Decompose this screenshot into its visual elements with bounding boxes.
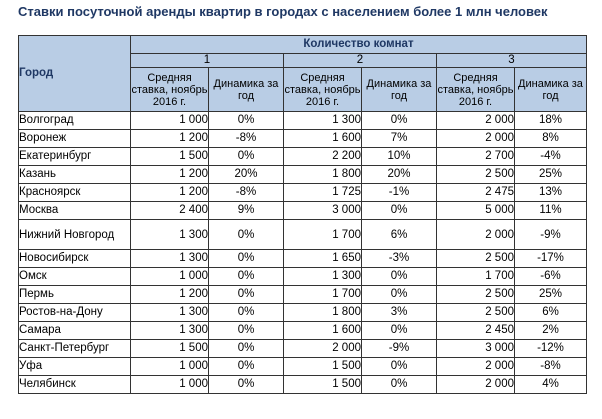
column-header-rate: Средняя ставка, ноябрь 2016 г.: [131, 68, 209, 112]
table-row: [19, 202, 587, 220]
table-row: [19, 376, 587, 394]
column-header-rooms: Количество комнат: [131, 36, 587, 54]
rate-cell: 1 000: [131, 268, 209, 286]
dynamics-cell: 0%: [362, 268, 437, 286]
dynamics-cell: 20%: [362, 166, 437, 184]
rate-cell: 2 000: [437, 376, 515, 394]
dynamics-cell: 0%: [209, 148, 284, 166]
table-row: [19, 220, 587, 250]
dynamics-cell: 0%: [209, 268, 284, 286]
rate-cell: 1 700: [437, 268, 515, 286]
rate-cell: 2 500: [437, 250, 515, 268]
rate-cell: 1 600: [284, 322, 362, 340]
rate-cell: 2 500: [437, 286, 515, 304]
rate-cell: 1 300: [131, 220, 209, 250]
rate-cell: 1 500: [131, 340, 209, 358]
dynamics-cell: 4%: [515, 376, 587, 394]
room-group-2: 2: [284, 54, 437, 68]
dynamics-cell: 2%: [515, 322, 587, 340]
table-row: [19, 340, 587, 358]
column-header-dynamics: Динамика за год: [362, 68, 437, 112]
dynamics-cell: 9%: [209, 202, 284, 220]
rate-cell: 1 800: [284, 166, 362, 184]
dynamics-cell: -8%: [209, 130, 284, 148]
table-row: [19, 130, 587, 148]
dynamics-cell: -4%: [515, 148, 587, 166]
dynamics-cell: -8%: [209, 184, 284, 202]
rate-cell: 2 450: [437, 322, 515, 340]
rate-cell: 1 000: [131, 112, 209, 130]
dynamics-cell: 0%: [209, 304, 284, 322]
rate-cell: 2 000: [284, 340, 362, 358]
city-cell: Екатеринбург: [19, 148, 131, 166]
dynamics-cell: 0%: [362, 376, 437, 394]
dynamics-cell: -6%: [515, 268, 587, 286]
table-body: [19, 112, 587, 394]
dynamics-cell: 20%: [209, 166, 284, 184]
dynamics-cell: 0%: [362, 112, 437, 130]
rate-cell: 5 000: [437, 202, 515, 220]
table-row: [19, 304, 587, 322]
dynamics-cell: 0%: [209, 286, 284, 304]
rate-cell: 1 300: [131, 304, 209, 322]
dynamics-cell: 0%: [209, 340, 284, 358]
column-header-dynamics: Динамика за год: [515, 68, 587, 112]
table-row: [19, 286, 587, 304]
rate-cell: 1 500: [284, 376, 362, 394]
page-title: Ставки посуточной аренды квартир в городах с населением более 1 млн человек: [18, 4, 548, 19]
table-row: [19, 112, 587, 130]
rate-cell: 2 000: [437, 112, 515, 130]
rate-cell: 1 500: [131, 148, 209, 166]
rate-cell: 2 000: [437, 130, 515, 148]
dynamics-cell: 0%: [362, 322, 437, 340]
dynamics-cell: 3%: [362, 304, 437, 322]
table-row: [19, 184, 587, 202]
rate-cell: 2 200: [284, 148, 362, 166]
city-cell: Челябинск: [19, 376, 131, 394]
dynamics-cell: 0%: [362, 202, 437, 220]
dynamics-cell: 0%: [209, 358, 284, 376]
table-row: [19, 268, 587, 286]
rate-cell: 1 600: [284, 130, 362, 148]
city-cell: Ростов-на-Дону: [19, 304, 131, 322]
dynamics-cell: -3%: [362, 250, 437, 268]
dynamics-cell: 0%: [209, 322, 284, 340]
column-header-dynamics: Динамика за год: [209, 68, 284, 112]
dynamics-cell: 6%: [515, 304, 587, 322]
rate-cell: 2 400: [131, 202, 209, 220]
city-cell: Красноярск: [19, 184, 131, 202]
rate-cell: 1 300: [131, 322, 209, 340]
rate-cell: 1 800: [284, 304, 362, 322]
table-row: [19, 358, 587, 376]
dynamics-cell: -9%: [515, 220, 587, 250]
column-header-city: Город: [19, 36, 131, 112]
dynamics-cell: 6%: [362, 220, 437, 250]
room-group-3: 3: [437, 54, 587, 68]
dynamics-cell: 18%: [515, 112, 587, 130]
dynamics-cell: 8%: [515, 130, 587, 148]
dynamics-cell: 0%: [209, 250, 284, 268]
rate-cell: 1 200: [131, 130, 209, 148]
city-cell: Санкт-Петербург: [19, 340, 131, 358]
rate-cell: 2 700: [437, 148, 515, 166]
city-cell: Уфа: [19, 358, 131, 376]
table-row: [19, 166, 587, 184]
table-row: [19, 250, 587, 268]
city-cell: Новосибирск: [19, 250, 131, 268]
rate-cell: 2 500: [437, 304, 515, 322]
dynamics-cell: -8%: [515, 358, 587, 376]
rate-cell: 2 475: [437, 184, 515, 202]
column-header-rate: Средняя ставка, ноябрь 2016 г.: [284, 68, 362, 112]
dynamics-cell: 25%: [515, 286, 587, 304]
city-cell: Пермь: [19, 286, 131, 304]
city-cell: Самара: [19, 322, 131, 340]
rate-cell: 1 000: [131, 358, 209, 376]
dynamics-cell: 0%: [362, 358, 437, 376]
city-cell: Нижний Новгород: [19, 220, 131, 250]
rate-cell: 2 500: [437, 166, 515, 184]
rate-cell: 2 000: [437, 220, 515, 250]
dynamics-cell: 0%: [209, 220, 284, 250]
rate-cell: 1 300: [131, 250, 209, 268]
city-cell: Казань: [19, 166, 131, 184]
dynamics-cell: 25%: [515, 166, 587, 184]
rate-cell: 1 700: [284, 220, 362, 250]
dynamics-cell: -12%: [515, 340, 587, 358]
rate-cell: 3 000: [284, 202, 362, 220]
dynamics-cell: 0%: [209, 376, 284, 394]
dynamics-cell: 0%: [209, 112, 284, 130]
rate-cell: 1 300: [284, 268, 362, 286]
dynamics-cell: 10%: [362, 148, 437, 166]
rate-cell: 1 650: [284, 250, 362, 268]
rate-cell: 1 200: [131, 166, 209, 184]
dynamics-cell: 0%: [362, 286, 437, 304]
dynamics-cell: -9%: [362, 340, 437, 358]
rate-cell: 1 200: [131, 184, 209, 202]
dynamics-cell: 13%: [515, 184, 587, 202]
rate-cell: 1 000: [131, 376, 209, 394]
rate-cell: 1 200: [131, 286, 209, 304]
dynamics-cell: 11%: [515, 202, 587, 220]
rate-cell: 1 300: [284, 112, 362, 130]
rent-table: [18, 35, 587, 394]
rate-cell: 1 725: [284, 184, 362, 202]
table-row: [19, 148, 587, 166]
rate-cell: 1 500: [284, 358, 362, 376]
rate-cell: 2 000: [437, 358, 515, 376]
dynamics-cell: 7%: [362, 130, 437, 148]
dynamics-cell: -1%: [362, 184, 437, 202]
city-cell: Омск: [19, 268, 131, 286]
table-row: [19, 322, 587, 340]
rate-cell: 1 700: [284, 286, 362, 304]
rate-cell: 3 000: [437, 340, 515, 358]
city-cell: Москва: [19, 202, 131, 220]
city-cell: Воронеж: [19, 130, 131, 148]
dynamics-cell: -17%: [515, 250, 587, 268]
room-group-1: 1: [131, 54, 284, 68]
city-cell: Волгоград: [19, 112, 131, 130]
column-header-rate: Средняя ставка, ноябрь 2016 г.: [437, 68, 515, 112]
